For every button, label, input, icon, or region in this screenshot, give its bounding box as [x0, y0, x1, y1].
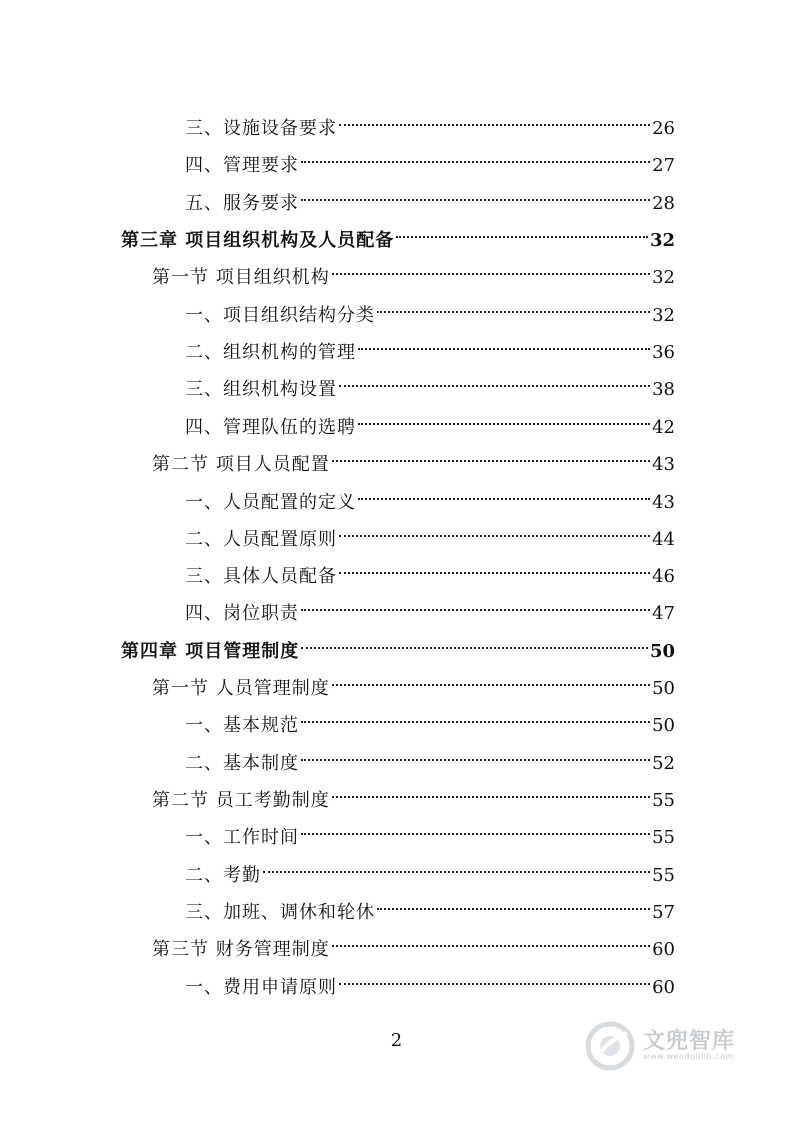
toc-entry-title: 一、人员配置的定义 [185, 492, 356, 513]
toc-dot-leader [301, 701, 650, 731]
toc-entry-section [152, 440, 675, 475]
watermark [585, 1015, 765, 1077]
toc-entry-page: 27 [652, 155, 675, 176]
toc-dot-leader [332, 664, 650, 694]
toc-entry-page: 55 [652, 865, 675, 886]
toc-entry-item [185, 104, 675, 139]
toc-entry-item [185, 552, 675, 587]
toc-entry-item [185, 328, 675, 363]
toc-dot-leader [332, 253, 650, 283]
toc-dot-leader [358, 403, 650, 433]
page-number: 2 [390, 1030, 403, 1051]
watermark-name: 文兜智库 [643, 1029, 736, 1055]
toc-entry-title: 二、组织机构的管理 [185, 342, 356, 363]
toc-dot-leader [358, 478, 650, 508]
toc-entry-item [185, 179, 675, 214]
toc-entry-title: 三、具体人员配备 [185, 566, 337, 587]
toc-entry-item [185, 403, 675, 438]
toc-entry-page: 46 [652, 566, 675, 587]
toc-entry-title: 一、基本规范 [185, 715, 299, 736]
toc-entry-title: 第四章 项目管理制度 [121, 641, 300, 662]
watermark-text [643, 1030, 735, 1061]
toc-entry-title: 第一节 项目组织机构 [152, 267, 330, 288]
toc-entry-chapter [121, 216, 675, 251]
toc-entry-page: 50 [652, 678, 675, 699]
toc-entry-title: 第三节 财务管理制度 [152, 939, 330, 960]
toc-entry-page: 32 [652, 305, 675, 326]
toc-entry-item [185, 888, 675, 923]
toc-entry-title: 三、设施设备要求 [185, 118, 337, 139]
toc-entry-section [152, 253, 675, 288]
toc-entry-title: 一、费用申请原则 [185, 977, 337, 998]
toc-dot-leader [339, 104, 650, 134]
toc-entry-title: 五、服务要求 [185, 193, 299, 214]
toc-dot-leader [263, 851, 650, 881]
toc-dot-leader [339, 963, 650, 993]
toc-dot-leader [301, 627, 648, 657]
toc-dot-leader [301, 813, 650, 843]
toc-dot-leader [377, 888, 650, 918]
toc-entry-section [152, 664, 675, 699]
toc-entry-title: 第二节 项目人员配置 [152, 454, 330, 475]
toc-entry-page: 28 [652, 193, 675, 214]
toc-entry-item [185, 851, 675, 886]
toc-entry-item [185, 515, 675, 550]
toc-entry-page: 57 [652, 902, 675, 923]
toc-dot-leader [332, 440, 650, 470]
toc-entry-page: 42 [652, 417, 675, 438]
toc-entry-title: 一、工作时间 [185, 827, 299, 848]
toc-entry-page: 50 [649, 641, 675, 662]
toc-dot-leader [301, 141, 650, 171]
toc-entry-page: 50 [652, 715, 675, 736]
toc-entry-item [185, 478, 675, 513]
toc-entry-page: 43 [652, 454, 675, 475]
toc-entry-item [185, 589, 675, 624]
toc-dot-leader [332, 925, 650, 955]
toc-entry-title: 一、项目组织结构分类 [185, 305, 375, 326]
toc-entry-page: 36 [652, 342, 675, 363]
toc-entry-title: 二、考勤 [185, 865, 261, 886]
toc-entry-item [185, 141, 675, 176]
toc-dot-leader [377, 291, 650, 321]
toc-dot-leader [339, 365, 650, 395]
toc-entry-page: 60 [652, 977, 675, 998]
toc-entry-title: 第一节 人员管理制度 [152, 678, 330, 699]
toc-entry-page: 55 [652, 790, 675, 811]
toc-entry-page: 43 [652, 492, 675, 513]
toc-entry-chapter [121, 627, 675, 662]
toc-entry-section [152, 776, 675, 811]
toc-entry-page: 55 [652, 827, 675, 848]
toc-entry-item [185, 813, 675, 848]
toc-dot-leader [301, 179, 650, 209]
toc-entry-page: 60 [652, 939, 675, 960]
toc-entry-item [185, 963, 675, 998]
toc-entry-page: 26 [652, 118, 675, 139]
toc-entry-page: 38 [652, 379, 675, 400]
toc-entry-page: 44 [652, 529, 675, 550]
toc-entry-item [185, 701, 675, 736]
toc-dot-leader [396, 216, 648, 246]
toc-entry-title: 三、加班、调休和轮休 [185, 902, 375, 923]
toc-entry-page: 32 [649, 230, 675, 251]
toc-entry-page: 52 [652, 753, 675, 774]
toc-entry-title: 四、管理要求 [185, 155, 299, 176]
toc-dot-leader [358, 328, 650, 358]
toc-dot-leader [339, 552, 650, 582]
toc-dot-leader [301, 739, 650, 769]
watermark-logo-icon [585, 1021, 635, 1071]
toc-entry-title: 第二节 员工考勤制度 [152, 790, 330, 811]
toc-dot-leader [339, 515, 650, 545]
toc-entry-section [152, 925, 675, 960]
toc-entry-title: 二、基本制度 [185, 753, 299, 774]
toc-entry-title: 第三章 项目组织机构及人员配备 [121, 230, 395, 251]
toc-entry-title: 四、管理队伍的选聘 [185, 417, 356, 438]
toc-entry-title: 三、组织机构设置 [185, 379, 337, 400]
toc-entry-title: 四、岗位职责 [185, 603, 299, 624]
toc-entry-page: 47 [652, 603, 675, 624]
toc-dot-leader [301, 589, 650, 619]
toc-entry-item [185, 739, 675, 774]
watermark-url: www.wendoulib.com [643, 1052, 734, 1062]
toc-entry-title: 二、人员配置原则 [185, 529, 337, 550]
toc-dot-leader [332, 776, 650, 806]
toc-entry-page: 32 [652, 267, 675, 288]
toc-entry-item [185, 365, 675, 400]
toc-entry-item [185, 291, 675, 326]
